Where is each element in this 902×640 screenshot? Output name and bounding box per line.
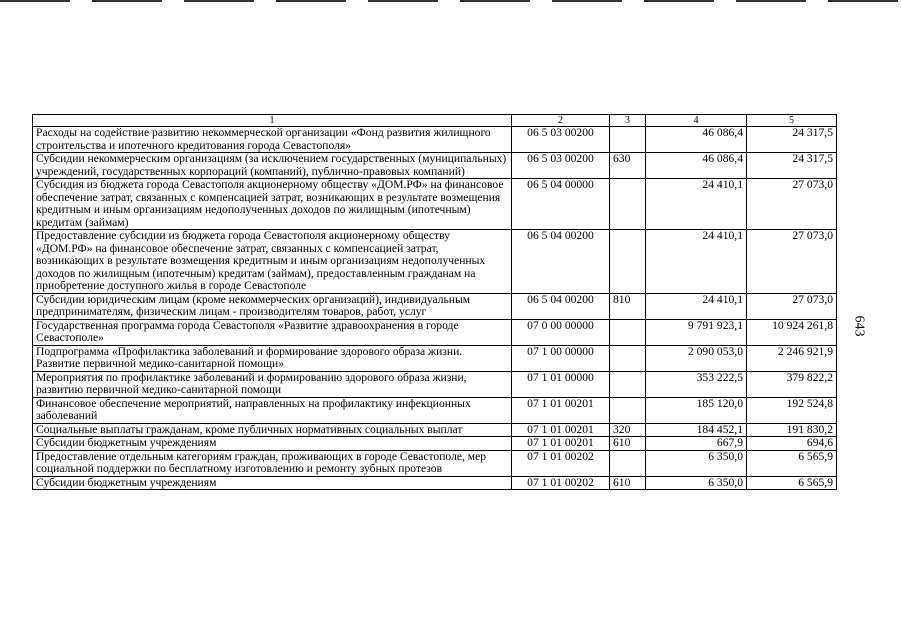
amount-col4-cell: 24 410,1 [646, 230, 747, 294]
amount-col4-cell: 6 350,0 [646, 476, 747, 490]
table-row [33, 423, 837, 437]
amount-col5-cell: 379 822,2 [747, 371, 837, 397]
table-row [33, 437, 837, 451]
amount-col5-cell: 27 073,0 [747, 230, 837, 294]
page-number: 643 [851, 315, 867, 337]
table-row [33, 476, 837, 490]
item-name-cell: Субсидии некоммерческим организациям (за исключением государственных (муниципальных) учреждений, государственных корпораций (компаний), публично-правовых компаний) [33, 153, 512, 179]
budget-table [32, 114, 837, 490]
table-row [33, 397, 837, 423]
expense-type-cell: 610 [610, 437, 646, 451]
table-row [33, 153, 837, 179]
expense-type-cell [610, 345, 646, 371]
target-code-cell: 07 1 01 00201 [512, 397, 610, 423]
item-name-cell: Предоставление отдельным категориям граждан, проживающих в городе Севастополе, мер социальной поддержки по бесплатному изготовлению и ремонту зубных протезов [33, 450, 512, 476]
amount-col5-cell: 24 317,5 [747, 153, 837, 179]
amount-col5-cell: 6 565,9 [747, 450, 837, 476]
item-name-cell: Подпрограмма «Профилактика заболеваний и формирование здорового образа жизни. Развитие первичной медико-санитарной помощи» [33, 345, 512, 371]
expense-type-cell [610, 319, 646, 345]
amount-col5-cell: 10 924 261,8 [747, 319, 837, 345]
expense-type-cell [610, 179, 646, 230]
column-header-3: 3 [610, 115, 646, 127]
item-name-cell: Государственная программа города Севастополя «Развитие здравоохранения в городе Севастополе» [33, 319, 512, 345]
amount-col4-cell: 6 350,0 [646, 450, 747, 476]
target-code-cell: 06 5 04 00200 [512, 230, 610, 294]
table-row [33, 345, 837, 371]
amount-col4-cell: 185 120,0 [646, 397, 747, 423]
target-code-cell: 06 5 03 00200 [512, 127, 610, 153]
table-row [33, 450, 837, 476]
table-row [33, 293, 837, 319]
amount-col4-cell: 46 086,4 [646, 127, 747, 153]
target-code-cell: 07 1 01 00000 [512, 371, 610, 397]
expense-type-cell: 810 [610, 293, 646, 319]
target-code-cell: 07 1 01 00201 [512, 437, 610, 451]
expense-type-cell [610, 397, 646, 423]
amount-col5-cell: 6 565,9 [747, 476, 837, 490]
target-code-cell: 07 1 01 00201 [512, 423, 610, 437]
item-name-cell: Предоставление субсидии из бюджета города Севастополя акционерному обществу «ДОМ.РФ» на финансовое обеспечение затрат, связанных с компенсацией затрат, возникающих в результате возмещения кредитным и иным организациям недополученных доходов по жилищным (ипотечным) кредитам (займам), предоставленным гражданам на приобретение доступного жилья в городе Севастополе [33, 230, 512, 294]
target-code-cell: 07 1 01 00202 [512, 450, 610, 476]
amount-col5-cell: 24 317,5 [747, 127, 837, 153]
expense-type-cell: 320 [610, 423, 646, 437]
expense-type-cell [610, 450, 646, 476]
item-name-cell: Субсидия из бюджета города Севастополя акционерному обществу «ДОМ.РФ» на финансовое обеспечение затрат, связанных с компенсацией затрат, возникающих в результате возмещения кредитным и иным организациям недополученных доходов по жилищным (ипотечным) кредитам (займам) [33, 179, 512, 230]
target-code-cell: 06 5 04 00000 [512, 179, 610, 230]
table-row [33, 319, 837, 345]
expense-type-cell: 630 [610, 153, 646, 179]
table-body [33, 115, 837, 490]
amount-col4-cell: 353 222,5 [646, 371, 747, 397]
target-code-cell: 06 5 03 00200 [512, 153, 610, 179]
amount-col5-cell: 27 073,0 [747, 179, 837, 230]
column-header-2: 2 [512, 115, 610, 127]
header-row [33, 115, 837, 127]
amount-col4-cell: 2 090 053,0 [646, 345, 747, 371]
table-row [33, 179, 837, 230]
amount-col5-cell: 27 073,0 [747, 293, 837, 319]
column-header-4: 4 [646, 115, 747, 127]
expense-type-cell [610, 371, 646, 397]
target-code-cell: 06 5 04 00200 [512, 293, 610, 319]
expense-type-cell: 610 [610, 476, 646, 490]
amount-col5-cell: 191 830,2 [747, 423, 837, 437]
column-header-5: 5 [747, 115, 837, 127]
amount-col4-cell: 184 452,1 [646, 423, 747, 437]
target-code-cell: 07 1 00 00000 [512, 345, 610, 371]
expense-type-cell [610, 230, 646, 294]
column-header-1: 1 [33, 115, 512, 127]
table-row [33, 230, 837, 294]
expense-type-cell [610, 127, 646, 153]
amount-col5-cell: 694,6 [747, 437, 837, 451]
item-name-cell: Мероприятия по профилактике заболеваний и формированию здорового образа жизни, развитию первичной медико-санитарной помощи [33, 371, 512, 397]
top-border-line [0, 0, 902, 2]
amount-col5-cell: 192 524,8 [747, 397, 837, 423]
item-name-cell: Расходы на содействие развитию некоммерческой организации «Фонд развития жилищного строительства и ипотечного кредитования города Севастополя» [33, 127, 512, 153]
item-name-cell: Субсидии бюджетным учреждениям [33, 437, 512, 451]
item-name-cell: Финансовое обеспечение мероприятий, направленных на профилактику инфекционных заболеваний [33, 397, 512, 423]
amount-col4-cell: 46 086,4 [646, 153, 747, 179]
amount-col4-cell: 24 410,1 [646, 179, 747, 230]
target-code-cell: 07 1 01 00202 [512, 476, 610, 490]
table-row [33, 371, 837, 397]
amount-col4-cell: 9 791 923,1 [646, 319, 747, 345]
amount-col5-cell: 2 246 921,9 [747, 345, 837, 371]
item-name-cell: Социальные выплаты гражданам, кроме публичных нормативных социальных выплат [33, 423, 512, 437]
amount-col4-cell: 24 410,1 [646, 293, 747, 319]
item-name-cell: Субсидии юридическим лицам (кроме некоммерческих организаций), индивидуальным предпринимателям, физическим лицам - производителям товаров, работ, услуг [33, 293, 512, 319]
amount-col4-cell: 667,9 [646, 437, 747, 451]
target-code-cell: 07 0 00 00000 [512, 319, 610, 345]
table-row [33, 127, 837, 153]
item-name-cell: Субсидии бюджетным учреждениям [33, 476, 512, 490]
